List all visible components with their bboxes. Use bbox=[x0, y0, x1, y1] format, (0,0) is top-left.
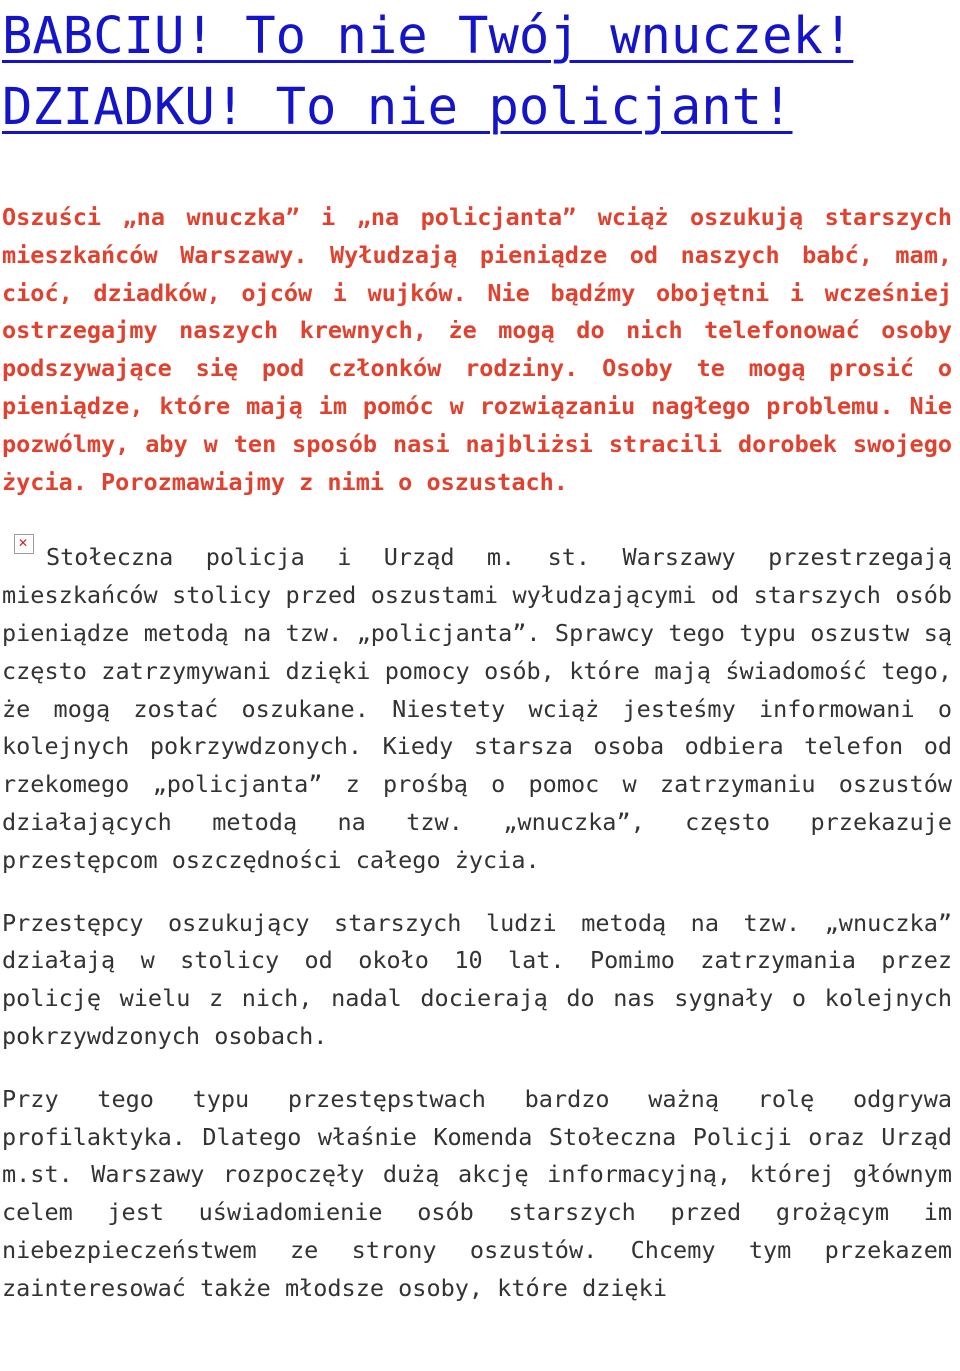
broken-image-icon: ✕ bbox=[14, 534, 34, 554]
article-paragraph: Przy tego typu przestępstwach bardzo ważną rolę odgrywa profilaktyka. Dlatego właśnie Komenda Stołeczna Policji oraz Urząd m.st. Warszawy rozpoczęły dużą akcję informacyjną, której głównym celem jest uświadomienie osób starszych przed grożącym im niebezpieczeństwem ze strony oszustów. Chcemy tym przekazem zainteresować także młodsze osoby, które dzięki bbox=[2, 1084, 952, 1302]
paragraph-text: Stołeczna policja i Urząd m. st. Warszawy przestrzegają mieszkańców stolicy przed oszustami wyłudzającymi od starszych osób pieniądze metodą na tzw. „policjanta”. Sprawcy tego typu oszustw są często zatrzymywani dzięki pomocy osób, które mają świadomość tego, że mogą zostać oszukane. Niestety wciąż jesteśmy informowani o kolejnych pokrzywdzonych. Kiedy starsza osoba odbiera telefon od rzekomego „policjanta” z prośbą o pomoc w zatrzymaniu oszustów działających metodą na tzw. „wnuczka”, często przekazuje przestępcom oszczędności całego życia. bbox=[2, 543, 952, 874]
article-lead: Oszuści „na wnuczka” i „na policjanta” wciąż oszukują starszych mieszkańców Warszawy. Wyłudzają pieniądze od naszych babć, mam, cioć, dziadków, ojców i wujków. Nie bądźmy obojętni i wcześniej ostrzegajmy naszych krewnych, że mogą do nich telefonować osoby podszywające się pod członków rodziny. Osoby te mogą prosić o pieniądze, które mają im pomóc w rozwiązaniu nagłego problemu. Nie pozwólmy, aby w ten sposób nasi najbliżsi stracili dorobek swojego życia. Porozmawiajmy z nimi o oszustach. bbox=[2, 203, 952, 496]
article-paragraph bbox=[2, 536, 952, 879]
article bbox=[2, 0, 952, 1308]
article-paragraph: Przestępcy oszukujący starszych ludzi metodą na tzw. „wnuczka” działają w stolicy od około 10 lat. Pomimo zatrzymania przez policję wielu z nich, nadal docierają do nas sygnały o kolejnych pokrzywdzonych osobach. bbox=[2, 908, 952, 1050]
article-title-link[interactable]: BABCIU! To nie Twój wnuczek! DZIADKU! To nie policjant! bbox=[2, 6, 854, 136]
